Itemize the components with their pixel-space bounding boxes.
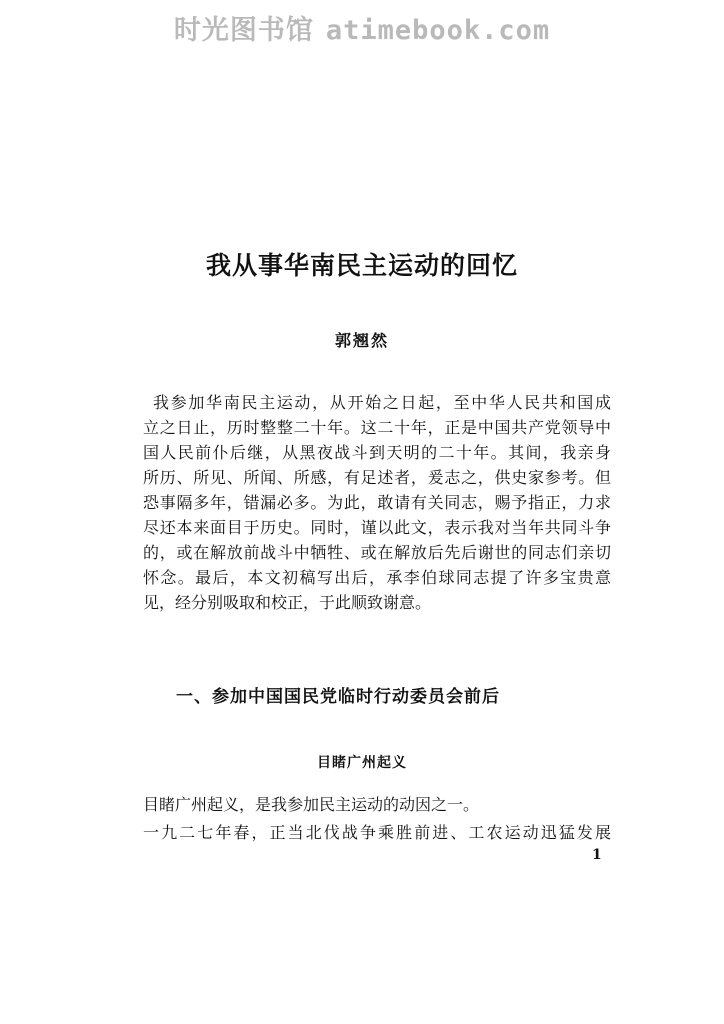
sub-heading: 目睹广州起义 [317,755,407,771]
body-line: 目睹广州起义，是我参加民主运动的动因之一。 [143,795,480,814]
body-line: 一九二七年春，正当北伐战争乘胜前进、工农运动迅猛发展 [143,823,611,842]
intro-line: 见，经分别吸取和校正，于此顺致谢意。 [143,593,432,612]
author-name: 郭翘然 [334,331,389,350]
intro-line: 尽还本来面目于历史。同时，谨以此文，表示我对当年共同斗争 [143,518,611,537]
page-number: 1 [592,847,602,863]
intro-line: 的，或在解放前战斗中牺牲、或在解放后先后谢世的同志们亲切 [143,543,611,562]
article-title: 我从事华南民主运动的回忆 [205,251,518,280]
watermark-latin: atimebook.com [325,15,551,46]
section-heading: 一、参加中国国民党临时行动委员会前后 [176,687,500,707]
watermark-cn: 时光图书馆 [173,15,314,46]
intro-line: 国人民前仆后继，从黑夜战斗到天明的二十年。其间，我亲身 [143,443,611,462]
intro-paragraph [143,390,611,615]
intro-line: 立之日止，历时整整二十年。这二十年，正是中国共产党领导中 [143,418,611,437]
watermark [0,8,724,47]
intro-line: 怀念。最后，本文初稿写出后，承李伯球同志提了许多宝贵意 [143,568,611,587]
body-paragraph [143,791,611,847]
intro-line: 所历、所见、所闻、所感，有足述者，爰志之，供史家参考。但 [143,468,611,487]
intro-line: 恐事隔多年，错漏必多。为此，敢请有关同志，赐予指正，力求 [143,493,611,512]
intro-line: 我参加华南民主运动，从开始之日起，至中华人民共和国成 [153,393,611,412]
